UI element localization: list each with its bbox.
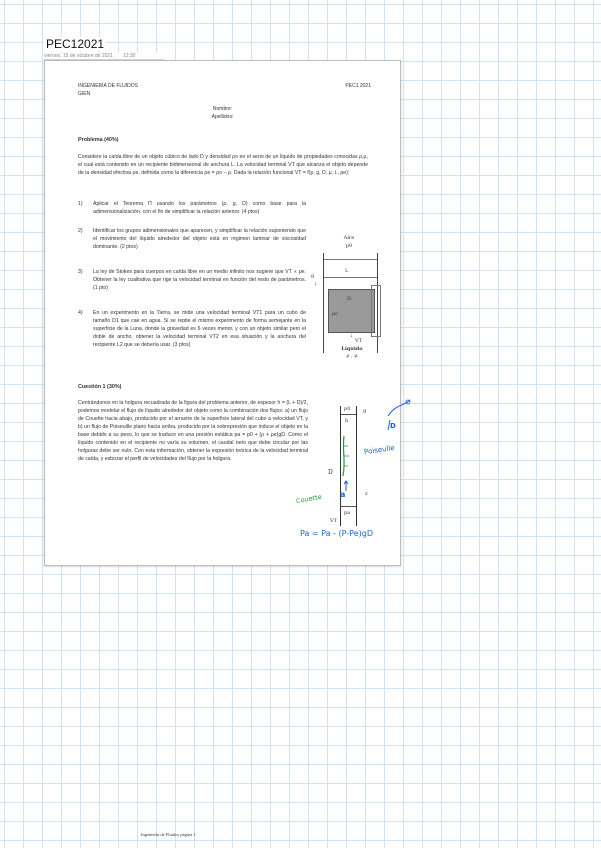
gap-figure	[328, 406, 368, 526]
question-text: Centrándonos en la holgura recuadrada de la figura del problema anterior, de espesor h = (L + D)/2, podemos modelar el flujo de líquido alrededor del objeto como la combinación dos flujos: a) un flujo de Couette hacia abajo, producido por el arrastre de la superficie lateral del cubo a velocidad VT, y b) un flujo de Poiseuille plano hacia arriba, producido por la sobrepresión que induce el objeto en la base debido a su peso, lo que se traduce en una presión estática pa = p0 + (ρ + ρe)gD. Como el líquido contenido en el recipiente no varía su volumen, el caudal neto que debe circular por las holguras debe ser nulo. Con esta información, obtener la expresión teórica de la velocidad terminal de caída, y esbozar el perfil de velocidades del flujo por la holgura.	[78, 400, 308, 463]
container-left-wall	[323, 253, 324, 353]
problem-item	[78, 200, 306, 216]
item-number: 2)	[78, 228, 83, 234]
handwritten-diagram-sketch	[384, 396, 414, 436]
cube-density-label: ρo	[332, 311, 338, 317]
item-number: 3)	[78, 269, 83, 275]
page-footer: Ingeniería de Fluidos página 1	[141, 832, 196, 837]
p0-label: p0	[345, 243, 353, 249]
name-field: Nombre:	[212, 106, 233, 112]
problem-intro: Considere la caída libre de un objeto cúbico de lado D y densidad ρo en el seno de un líquido de propiedades conocidas ρ,μ, el cual está contenido en un recipiente bidimensional de anchura L. La velocidad terminal VT que alcanza el objeto depende de la densidad efectiva ρe, definida como la diferencia ρe = ρo − ρ. Dada la relación funcional VT = f(ρ, g, D, μ, L, ρe):	[78, 154, 368, 177]
problem-item	[78, 309, 306, 349]
gap-VT-label: VT	[330, 518, 337, 524]
gravity-label: g	[311, 273, 315, 279]
width-label: L	[345, 268, 349, 274]
question-title: Cuestión 1 (30%)	[78, 384, 122, 390]
note-title[interactable]: PEC12021	[46, 37, 105, 51]
velocity-profile-sketch	[338, 406, 362, 526]
liquid-label: Líquido	[341, 346, 363, 352]
liquid-props-label: ρ , μ	[346, 353, 358, 359]
item-text: Aplicar el Teorema Π usando los parámetros (ρ, g, D) como base para la adimensionalización, con el fin de simplificar la relación anterior. (4 ptos)	[93, 201, 306, 216]
name-fields	[45, 105, 400, 121]
couette-annotation: Couette	[295, 492, 323, 506]
gap-h-label: h	[345, 418, 349, 424]
liquid-surface	[324, 259, 377, 260]
gap-pa-label: pa	[344, 510, 351, 516]
item-text: La ley de Stokes para cuerpos en caída libre en un medio infinito nos sugiere que VT ∝ ρe. Obtener la ley cualitativa que rige la velocidad terminal en función del resto de parámetros. (1 pto)	[93, 269, 306, 292]
equation-annotation: Pa = Pa - (P-Pe)gD	[300, 529, 373, 538]
degree-name: GIEN	[78, 90, 91, 97]
cube-size-label: D	[347, 296, 352, 302]
d-annotation: D	[390, 422, 396, 430]
gap-p0-label: p0	[344, 406, 351, 412]
sheet-header-left	[78, 83, 138, 98]
item-text: Identificar los grupos adimensionales que aparecen, y simplificar la relación suponiendo que el movimiento del líquido alrededor del objeto está en régimen laminar de viscosidad dominante. (2 ptos)	[93, 228, 306, 251]
surname-field: Apellidos:	[211, 114, 234, 120]
gap-highlight-box	[371, 285, 381, 337]
gap-D-label: D	[328, 469, 333, 476]
velocity-arrow-icon: ↓	[350, 333, 353, 339]
problem-item	[78, 268, 306, 292]
gravity-arrow-icon: ↓	[314, 281, 317, 287]
note-time: 12:30	[122, 53, 136, 59]
item-number: 1)	[78, 201, 83, 207]
exam-code: PEC1 2021	[345, 83, 371, 89]
width-dimension-line	[324, 277, 377, 278]
item-number: 4)	[78, 310, 83, 316]
terminal-velocity-label: VT	[355, 338, 362, 344]
gap-g-label: g	[363, 408, 367, 414]
note-meta	[44, 53, 164, 60]
problem-title: Problema (40%)	[78, 137, 119, 143]
air-label: Aire	[343, 235, 355, 241]
problem-item	[78, 227, 306, 251]
course-name: INGENIERÍA DE FLUIDOS	[78, 83, 139, 89]
poiseuille-annotation: Poiseulle	[363, 443, 396, 457]
note-date: viernes, 15 de octubre de 2021	[44, 53, 113, 59]
a-annotation: a	[340, 490, 346, 499]
item-text: En un experimento en la Tierra, se mide una velocidad terminal VT1 para un cubo de tamaño D1 que cae en agua. Si se repite el mismo experimento de forma semejante en la superficie de la Luna, donde la gravedad es 6 veces menor, y con un objeto similar pero el doble de ancho, obtener la velocidad terminal VT2 en esa situación y la anchura del recipiente L2 que se debería usar. (3 ptos)	[93, 310, 306, 349]
problem-figure	[311, 233, 381, 359]
gap-z-label: z	[365, 491, 368, 497]
exam-sheet	[44, 60, 401, 566]
